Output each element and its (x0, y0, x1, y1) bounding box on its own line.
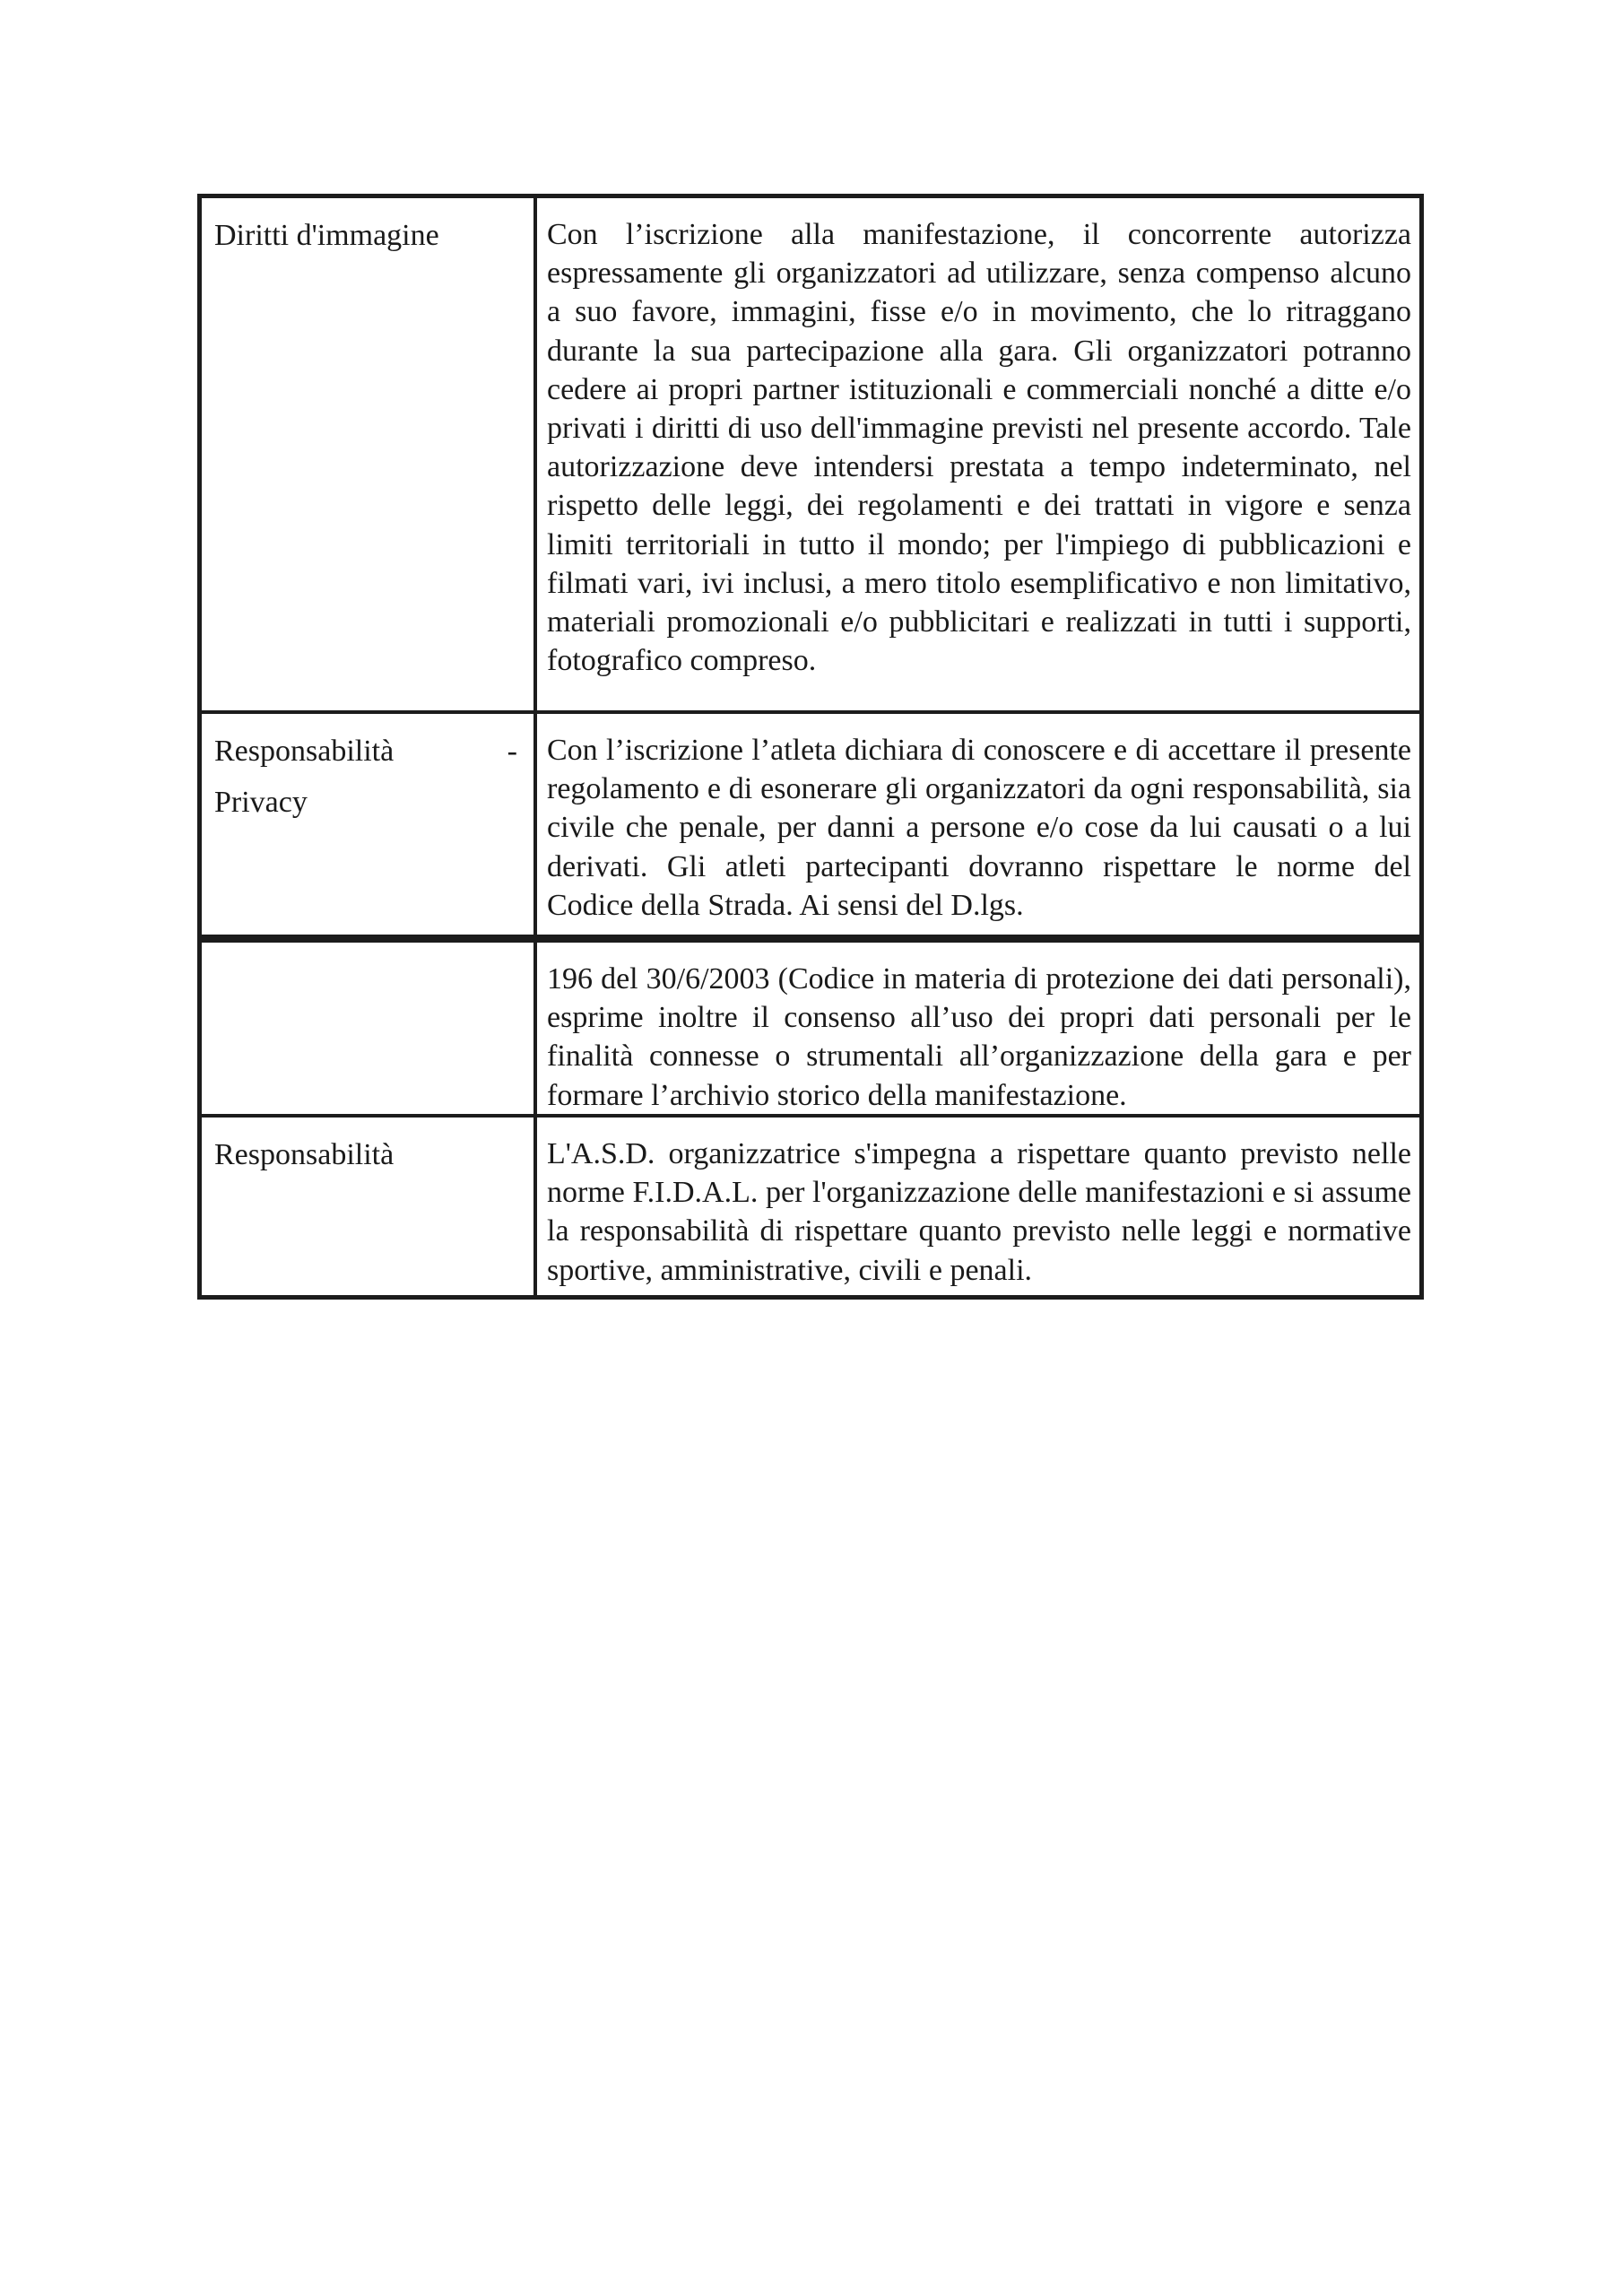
row-label-privacy: Privacy (214, 786, 308, 819)
row-body-text: Con l’iscrizione alla manifestazione, il concorrente autorizza espressamente gli organizzatori ad utilizzare, senza compenso alcuno a suo favore, immagini, fisse e/o in movimento, che lo ritraggano durante la sua partecipazione alla gara. Gli organizzatori potranno cedere ai propri partner istituzionali e commerciali nonché a ditte e/o privati i diritti di uso dell'immagine previsti nel presente accordo. Tale autorizzazione deve intendersi prestata a tempo indeterminato, nel rispetto delle leggi, dei regolamenti e dei trattati in vigore e senza limiti territoriali in tutto il mondo; per l'impiego di pubblicazioni e filmati vari, ivi inclusi, a mero titolo esemplificativo e non limitativo, materiali promozionali e/o pubblicitari e realizzati in tutti i supporti, fotografico compreso. (547, 218, 1411, 678)
table-row-responsabilita (202, 1114, 1419, 1295)
row-label-cell (202, 1118, 537, 1295)
row-body-text: Con l’iscrizione l’atleta dichiara di conoscere e di accettare il presente regolamento e di esonerare gli organizzatori da ogni responsabilità, sia civile che penale, per danni a persone e/o cose da lui causati o a lui derivati. Gli atleti partecipanti dovranno rispettare le norme del Codice della Strada. Ai sensi del D.lgs. (547, 734, 1411, 922)
row-label: Responsabilità (214, 735, 395, 768)
row-body-text: 196 del 30/6/2003 (Codice in materia di protezione dei dati personali), esprime inoltre il consenso all’uso dei propri dati personali per le finalità connesse o strumentali all’organizzazione della gara e per formare l’archivio storico della manifestazione. (547, 962, 1411, 1112)
row-label: Diritti d'immagine (214, 219, 439, 252)
row-body-cell (537, 198, 1419, 710)
regulation-table (197, 194, 1424, 1300)
row-label-line2 (214, 783, 517, 822)
row-body-cell (537, 714, 1419, 935)
row-label-cell (202, 198, 537, 710)
row-body-text: L'A.S.D. organizzatrice s'impegna a rispettare quanto previsto nelle norme F.I.D.A.L. per l'organizzazione delle manifestazioni e si assume la responsabilità di rispettare quanto previsto nelle leggi e normative sportive, amministrative, civili e penali. (547, 1137, 1411, 1287)
row-label-cell (202, 943, 537, 1114)
row-label-cell (202, 714, 537, 935)
row-label-dash: - (507, 735, 517, 768)
row-body-cell (537, 1118, 1419, 1295)
row-label: Responsabilità (214, 1138, 395, 1171)
row-body-cell (537, 943, 1419, 1114)
row-label-line1 (214, 732, 517, 770)
table-row-diritti-immagine (202, 198, 1419, 710)
table-row-privacy-continuation (202, 935, 1419, 1114)
table-row-responsabilita-privacy (202, 710, 1419, 935)
